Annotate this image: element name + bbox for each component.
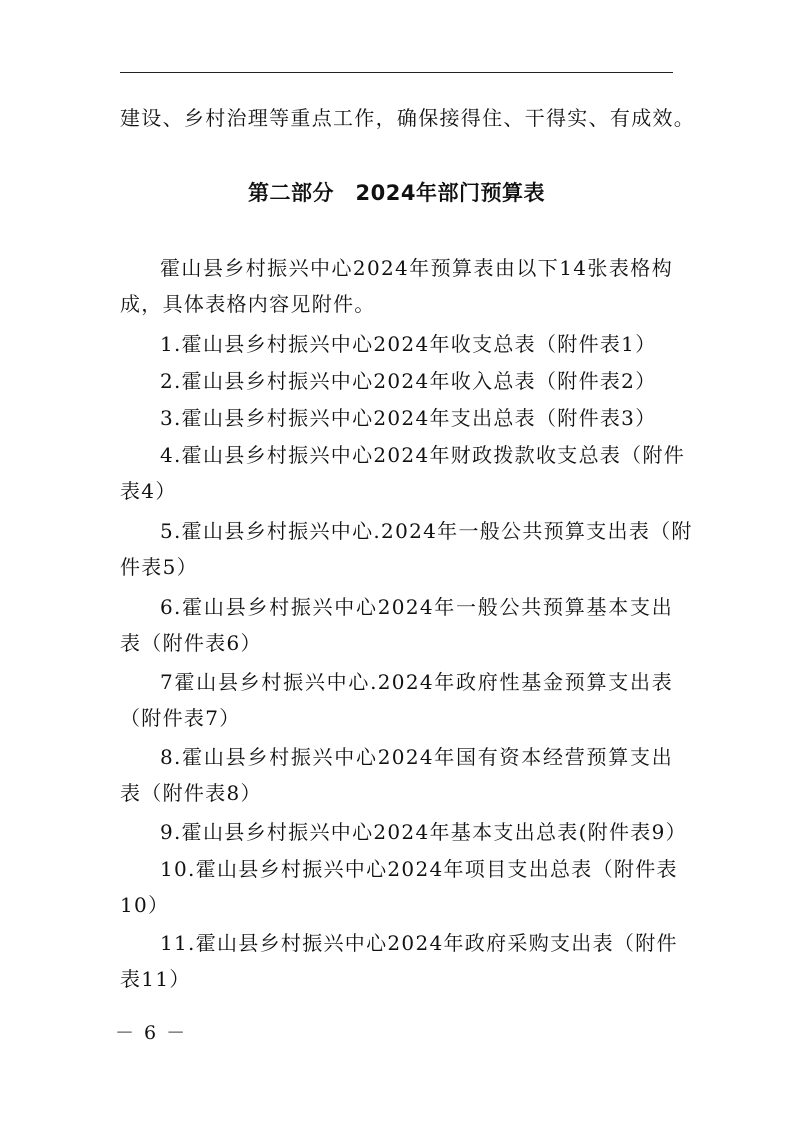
list-item-9: 9.霍山县乡村振兴中心2024年基本支出总表(附件表9） [160,820,687,844]
list-item-11-line-1: 11.霍山县乡村振兴中心2024年政府采购支出表（附件 [160,931,678,955]
list-item-3: 3.霍山县乡村振兴中心2024年支出总表（附件表3） [160,406,657,430]
intro-paragraph-tail: 建设、乡村治理等重点工作，确保接得住、干得实、有成效。 [120,106,696,130]
list-item-4-line-1: 4.霍山县乡村振兴中心2024年财政拨款收支总表（附件 [160,443,686,467]
list-item-5-line-1: 5.霍山县乡村振兴中心.2024年一般公共预算支出表（附 [160,519,693,543]
list-item-8-line-1: 8.霍山县乡村振兴中心2024年国有资本经营预算支出 [160,745,673,769]
list-item-5-line-2: 件表5） [120,555,198,579]
list-item-1: 1.霍山县乡村振兴中心2024年收支总表（附件表1） [160,332,657,356]
page-number: － 6 － [115,1022,188,1044]
list-item-8-line-2: 表（附件表8） [120,781,262,805]
list-item-7-line-2: （附件表7） [120,706,241,730]
list-item-10-line-2: 10） [120,893,170,917]
header-rule [120,72,673,73]
section-title: 第二部分 2024年部门预算表 [248,181,545,205]
list-item-4-line-2: 表4） [120,479,177,503]
list-item-11-line-2: 表11） [120,967,191,991]
list-item-10-line-1: 10.霍山县乡村振兴中心2024年项目支出总表（附件表 [160,857,678,881]
lead-paragraph-line-2: 成，具体表格内容见附件。 [120,292,376,316]
list-item-2: 2.霍山县乡村振兴中心2024年收入总表（附件表2） [160,369,657,393]
lead-paragraph-line-1: 霍山县乡村振兴中心2024年预算表由以下14张表格构 [160,256,673,280]
list-item-6-line-1: 6.霍山县乡村振兴中心2024年一般公共预算基本支出 [160,595,673,619]
list-item-7-line-1: 7霍山县乡村振兴中心.2024年政府性基金预算支出表 [160,670,673,694]
list-item-6-line-2: 表（附件表6） [120,631,262,655]
